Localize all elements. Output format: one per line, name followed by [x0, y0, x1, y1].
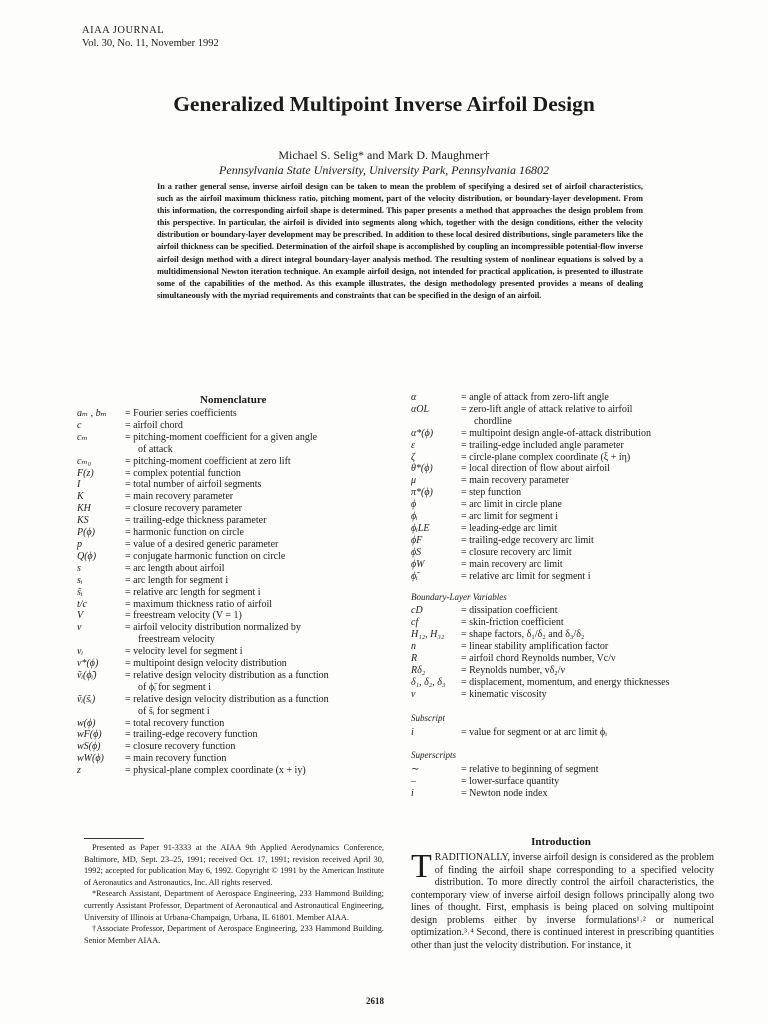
nomenclature-entry [411, 605, 711, 617]
nomenclature-entry [77, 753, 377, 765]
nomenclature-entry [77, 468, 377, 480]
nomenclature-definition: = physical-plane complex coordinate (x + iy) [125, 765, 306, 777]
nomenclature-entry [411, 428, 711, 440]
nomenclature-heading: Nomenclature [200, 394, 267, 406]
footnote-presented: Presented as Paper 91-3333 at the AIAA 9th Applied Aerodynamics Conference, Baltimore, MD, Sept. 23–25, 1991; received Oct. 17, 1991; revision received April 30, 1992; accepted for publication May 6, 1992. Copyright © 1991 by the American Institute of Aeronautics and Astronautics, Inc. All rights reserved. [84, 843, 384, 887]
nomenclature-definition: = trailing-edge thickness parameter [125, 515, 267, 527]
nomenclature-symbol: Rδ₂ [411, 664, 426, 676]
nomenclature-symbol: wF(ϕ) [77, 729, 102, 741]
nomenclature-definition: = arc limit in circle plane [461, 499, 562, 511]
nomenclature-entry [411, 788, 711, 800]
nomenclature-entry [77, 622, 377, 634]
nomenclature-symbol: i [411, 788, 414, 800]
nomenclature-symbol: cf [411, 617, 419, 629]
paper-authors: Michael S. Selig* and Mark D. Maughmer† [278, 148, 490, 162]
nomenclature-entry [411, 629, 711, 641]
nomenclature-symbol: ϕᵢLE [411, 522, 430, 534]
nomenclature-symbol [411, 416, 461, 428]
nomenclature-symbol [77, 706, 125, 718]
nomenclature-entry [77, 408, 377, 420]
nomenclature-definition: = complex potential function [125, 467, 241, 479]
page-number: 2618 [366, 996, 384, 1006]
nomenclature-symbol: z [77, 765, 81, 777]
nomenclature-entry [77, 610, 377, 622]
nomenclature-definition: = main recovery parameter [125, 491, 234, 503]
nomenclature-entry [411, 487, 711, 499]
nomenclature-symbol: vᵢ [77, 646, 84, 658]
nomenclature-entry [411, 452, 711, 464]
footnote-author-2: †Associate Professor, Department of Aerospace Engineering, 233 Hammond Building. Senior Member AIAA. [84, 924, 384, 945]
nomenclature-entry [411, 463, 711, 475]
nomenclature-symbol: R [411, 653, 418, 665]
nomenclature-definition: = value of a desired generic parameter [125, 538, 279, 550]
nomenclature-entry [77, 634, 377, 646]
introduction-text [411, 848, 714, 952]
nomenclature-symbol: cD [411, 605, 423, 617]
subscript-heading: Subscript [411, 712, 446, 723]
nomenclature-definition: = main recovery arc limit [461, 558, 563, 570]
nomenclature-definition: = total number of airfoil segments [125, 479, 262, 491]
drop-cap: T [411, 848, 432, 885]
nomenclature-symbol: ϕᵢ [411, 511, 418, 523]
nomenclature-definition: = closure recovery arc limit [461, 546, 572, 558]
nomenclature-entry [77, 479, 377, 491]
nomenclature-entry [77, 527, 377, 539]
nomenclature-entry [77, 563, 377, 575]
nomenclature-definition: = lower-surface quantity [461, 776, 560, 788]
nomenclature-definition: = pitching-moment coefficient at zero lift [125, 455, 291, 467]
nomenclature-definition: = zero-lift angle of attack relative to airfoil [461, 403, 633, 415]
nomenclature-definition: = arc length for segment i [125, 574, 229, 586]
nomenclature-symbol: αOL [411, 403, 430, 415]
nomenclature-entry [411, 641, 711, 653]
nomenclature-symbol: wW(ϕ) [77, 753, 104, 765]
nomenclature-definition: = relative arc limit for segment i [461, 570, 591, 582]
nomenclature-definition: = skin-friction coefficient [461, 617, 564, 629]
nomenclature-symbol: p [77, 538, 82, 550]
nomenclature-symbol: ϕS [411, 546, 422, 558]
nomenclature-entry [77, 539, 377, 551]
nomenclature-entry [77, 765, 377, 777]
nomenclature-symbol: t/c [77, 598, 87, 610]
nomenclature-entry [411, 727, 711, 739]
nomenclature-definition: = arc limit for segment i [461, 511, 559, 523]
nomenclature-entry [411, 677, 711, 689]
nomenclature-entry [411, 404, 711, 416]
nomenclature-entry [77, 599, 377, 611]
nomenclature-definition: = Reynolds number, vδ₂/ν [461, 664, 566, 676]
nomenclature-entry [77, 646, 377, 658]
nomenclature-symbol: KS [77, 515, 89, 527]
nomenclature-symbol [77, 682, 125, 694]
nomenclature-symbol: cₘ₀ [77, 455, 92, 467]
nomenclature-entry [77, 420, 377, 432]
nomenclature-symbol: ν [411, 688, 416, 700]
nomenclature-entry [411, 475, 711, 487]
nomenclature-definition: of attack [138, 443, 173, 455]
nomenclature-definition: = Newton node index [461, 788, 548, 800]
nomenclature-definition: = total recovery function [125, 717, 225, 729]
nomenclature-definition: = value for segment or at arc limit ϕᵢ [461, 726, 607, 738]
nomenclature-symbol: I [77, 479, 81, 491]
nomenclature-symbol: V [77, 610, 84, 622]
nomenclature-symbol: ε [411, 439, 415, 451]
nomenclature-entry [77, 587, 377, 599]
nomenclature-symbol: aₘ , bₘ [77, 408, 107, 419]
nomenclature-symbol: KH [77, 503, 91, 515]
nomenclature-entry [77, 741, 377, 753]
nomenclature-definition: = leading-edge arc limit [461, 522, 557, 534]
nomenclature-symbol: – [411, 776, 416, 788]
nomenclature-entry [77, 551, 377, 563]
nomenclature-definition: = airfoil velocity distribution normalized by [125, 622, 301, 634]
nomenclature-symbol: n [411, 641, 416, 653]
nomenclature-definition: = shape factors, δ₁/δ₂ and δ₃/δ₂ [461, 629, 585, 641]
nomenclature-symbol: ϕ̃ᵢ [411, 570, 418, 582]
nomenclature-symbol: i [411, 726, 414, 738]
nomenclature-entry [77, 729, 377, 741]
nomenclature-entry [77, 575, 377, 587]
nomenclature-definition: of ϕ̃ᵢ for segment i [138, 681, 211, 693]
nomenclature-definition: = conjugate harmonic function on circle [125, 550, 286, 562]
nomenclature-entry [77, 432, 377, 444]
nomenclature-symbol: cₘ [77, 431, 88, 443]
nomenclature-definition: = freestream velocity (V = 1) [125, 610, 242, 622]
nomenclature-symbol: v [77, 622, 82, 634]
nomenclature-definition: = relative design velocity distribution as a function [125, 693, 329, 705]
nomenclature-definition: = main recovery function [125, 753, 227, 765]
nomenclature-entry [77, 515, 377, 527]
nomenclature-symbol: α*(ϕ) [411, 427, 434, 439]
nomenclature-definition: = circle-plane complex coordinate (ξ + iη) [461, 451, 631, 463]
paper-affiliation: Pennsylvania State University, University Park, Pennsylvania 16802 [219, 163, 549, 177]
nomenclature-entry [77, 682, 377, 694]
nomenclature-entry [411, 416, 711, 428]
nomenclature-definition: = trailing-edge recovery function [125, 729, 258, 741]
nomenclature-entry [77, 658, 377, 670]
nomenclature-definition: = multipoint design angle-of-attack distribution [461, 427, 652, 439]
nomenclature-definition: = relative design velocity distribution as a function [125, 669, 329, 681]
nomenclature-symbol: ṽᵢ(ϕ̃ᵢ) [77, 669, 97, 681]
nomenclature-entry [77, 718, 377, 730]
nomenclature-entry [411, 617, 711, 629]
nomenclature-definition: = displacement, momentum, and energy thicknesses [461, 676, 670, 688]
footnote-author-1: *Research Assistant, Department of Aerospace Engineering, 233 Hammond Building; currently Assistant Professor, Department of Aeronautical and Astronautical Engineering, University of Illinois at Urbana-Champaign, Urbana, IL 61801. Member AIAA. [84, 889, 384, 922]
nomenclature-entry [77, 491, 377, 503]
nomenclature-entry [411, 653, 711, 665]
nomenclature-definition: = airfoil chord Reynolds number, Vc/ν [461, 653, 616, 665]
nomenclature-definition: = arc length about airfoil [125, 562, 225, 574]
nomenclature-entry [411, 764, 711, 776]
nomenclature-definition: = velocity level for segment i [125, 646, 243, 658]
nomenclature-definition: = relative to beginning of segment [461, 764, 599, 776]
nomenclature-definition: = local direction of flow about airfoil [461, 463, 610, 475]
nomenclature-symbol: F(z) [77, 467, 94, 479]
nomenclature-right-column [411, 392, 711, 800]
nomenclature-entry [411, 547, 711, 559]
nomenclature-entry [411, 523, 711, 535]
nomenclature-entry [77, 444, 377, 456]
introduction-body: RADITIONALLY, inverse airfoil design is considered as the problem of finding the airfoil shape corresponding to a specified velocity distribution. To more directly control the airfoil characteristics, the contemporary view of inverse airfoil design follows principally along two lines of thought. First, emphasis is being placed on solving multipoint design problems either by inverse formulations¹˒² or numerical optimization.³˒⁴ Second, there is continued interest in prescribing quantities other than just the velocity distribution. For instance, it [411, 852, 714, 951]
nomenclature-symbol: v*(ϕ) [77, 658, 99, 670]
nomenclature-definition: of s̃ᵢ for segment i [138, 705, 210, 717]
nomenclature-symbol: ϕF [411, 534, 423, 546]
nomenclature-definition: = main recovery parameter [461, 475, 570, 487]
nomenclature-symbol: K [77, 491, 84, 503]
nomenclature-symbol: θ*(ϕ) [411, 463, 433, 475]
footnotes [84, 842, 384, 946]
nomenclature-entry [77, 706, 377, 718]
nomenclature-entry [77, 503, 377, 515]
nomenclature-entry [411, 535, 711, 547]
nomenclature-entry [411, 440, 711, 452]
introduction-heading: Introduction [531, 836, 591, 848]
nomenclature-definition: = harmonic function on circle [125, 527, 244, 539]
nomenclature-symbol: sᵢ [77, 574, 83, 586]
nomenclature-entry [411, 665, 711, 677]
nomenclature-entry [77, 670, 377, 682]
nomenclature-definition: = closure recovery function [125, 741, 236, 753]
nomenclature-definition: = dissipation coefficient [461, 605, 558, 617]
nomenclature-symbol: wS(ϕ) [77, 741, 101, 753]
nomenclature-definition: = closure recovery parameter [125, 503, 242, 515]
nomenclature-left-column [77, 408, 377, 777]
nomenclature-symbol: s [77, 562, 81, 574]
nomenclature-symbol: c [77, 419, 82, 431]
nomenclature-definition: = airfoil chord [125, 419, 183, 431]
nomenclature-symbol: π*(ϕ) [411, 487, 433, 499]
nomenclature-symbol: μ [411, 475, 417, 487]
nomenclature-definition: = trailing-edge included angle parameter [461, 439, 624, 451]
nomenclature-definition: = Fourier series coefficients [125, 408, 237, 419]
nomenclature-entry [411, 689, 711, 701]
nomenclature-symbol: ϕ [411, 499, 417, 511]
nomenclature-symbol: ϕW [411, 558, 425, 570]
nomenclature-definition: = trailing-edge recovery arc limit [461, 534, 594, 546]
nomenclature-entry [77, 694, 377, 706]
nomenclature-definition: = angle of attack from zero-lift angle [461, 392, 609, 403]
paper-title: Generalized Multipoint Inverse Airfoil Design [173, 92, 595, 116]
nomenclature-definition: = pitching-moment coefficient for a given angle [125, 431, 318, 443]
journal-name: AIAA JOURNAL [82, 25, 165, 36]
nomenclature-definition: = linear stability amplification factor [461, 641, 609, 653]
nomenclature-definition: freestream velocity [138, 634, 215, 646]
nomenclature-entry [411, 776, 711, 788]
nomenclature-symbol: w(ϕ) [77, 717, 96, 729]
nomenclature-symbol: α [411, 392, 417, 403]
nomenclature-definition: chordline [474, 415, 512, 427]
superscripts-heading: Superscripts [411, 750, 456, 761]
nomenclature-definition: = multipoint design velocity distribution [125, 658, 287, 670]
nomenclature-entry [411, 392, 711, 404]
nomenclature-symbol: δ₁, δ₂, δ₃ [411, 676, 446, 688]
nomenclature-symbol [77, 444, 125, 456]
nomenclature-symbol: ṽᵢ(s̃ᵢ) [77, 693, 96, 705]
nomenclature-entry [411, 559, 711, 571]
abstract: In a rather general sense, inverse airfoil design can be taken to mean the problem of specifying a desired set of airfoil characteristics, such as the airfoil maximum thickness ratio, pitching moment, part of the velocity distribution, or boundary-layer development. From this information, the corresponding airfoil shape is determined. This paper presents a method that approaches the design problem from this perspective. In particular, the airfoil is divided into segments along which, together with the design conditions, either the velocity distribution or boundary-layer development may be prescribed. In addition to these local desired distributions, single parameters like the airfoil thickness can be specified. Determination of the airfoil shape is accomplished by coupling an incompressible potential-flow inverse airfoil design method with a direct integral boundary-layer analysis method. The resulting system of nonlinear equations is solved by a multidimensional Newton iteration technique. An example airfoil design, not intended for practical application, is presented to illustrate some of the capabilities of the method. As this example illustrates, the design methodology presented provides a means of dealing simultaneously with the myriad requirements and constraints that can be specified in the design of an airfoil. [157, 182, 643, 300]
nomenclature-definition: = step function [461, 487, 522, 499]
nomenclature-symbol [77, 634, 125, 646]
boundary-layer-heading: Boundary-Layer Variables [411, 591, 507, 602]
nomenclature-entry [411, 571, 711, 583]
journal-header [82, 24, 219, 50]
nomenclature-symbol: Q(ϕ) [77, 550, 97, 562]
nomenclature-entry [411, 499, 711, 511]
footnote-divider [84, 838, 144, 839]
nomenclature-symbol: ζ [411, 451, 416, 463]
nomenclature-symbol: P(ϕ) [77, 527, 95, 539]
nomenclature-definition: = maximum thickness ratio of airfoil [125, 598, 272, 610]
nomenclature-definition: = kinematic viscosity [461, 688, 547, 700]
nomenclature-entry [77, 456, 377, 468]
nomenclature-symbol: H₁₂, H₃₂ [411, 629, 445, 641]
nomenclature-symbol: ∼ [411, 764, 420, 776]
nomenclature-symbol: s̃ᵢ [77, 586, 83, 598]
nomenclature-entry [411, 511, 711, 523]
journal-issue: Vol. 30, No. 11, November 1992 [82, 38, 219, 49]
nomenclature-definition: = relative arc length for segment i [125, 586, 261, 598]
